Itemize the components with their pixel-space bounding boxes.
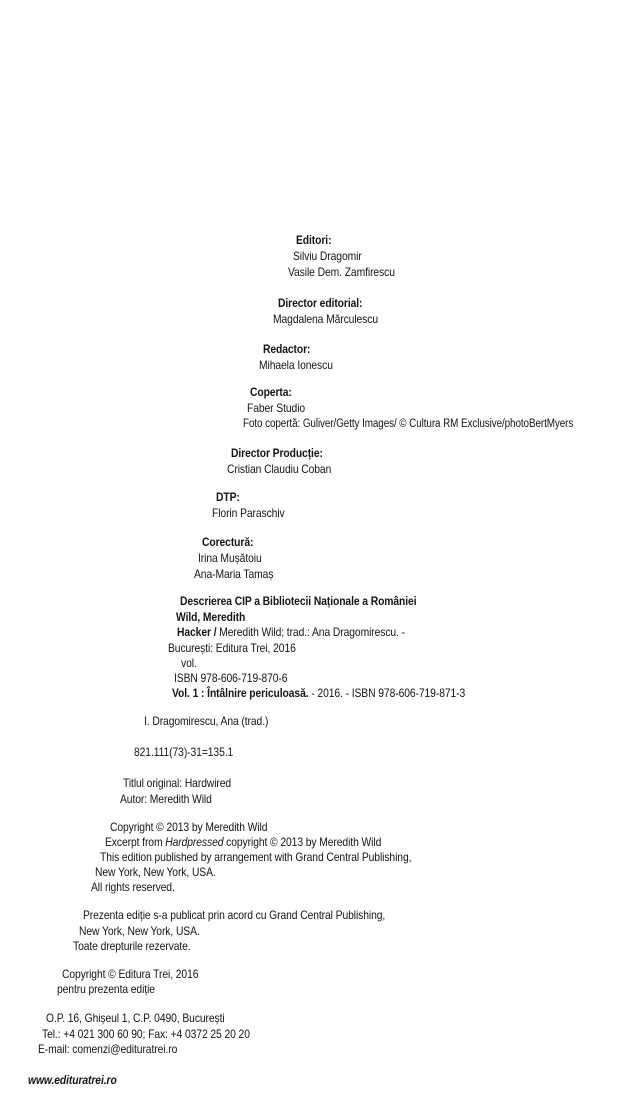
cip-vol1-line — [172, 686, 465, 700]
contact-address: O.P. 16, Ghișeul 1, C.P. 0490, București — [46, 1011, 225, 1025]
foto-coperta-credit: Foto copertă: Guliver/Getty Images/ © Cultura RM Exclusive/photoBertMyers — [243, 418, 574, 430]
cip-title-line — [177, 625, 405, 639]
cip-added-entry: I. Dragomirescu, Ana (trad.) — [144, 714, 269, 728]
corectura-label: Corectură: — [202, 535, 254, 549]
copyright-trei-edition: pentru prezenta ediție — [57, 982, 155, 996]
cip-vol1-bold: Vol. 1 : Întâlnire periculoasă. — [172, 686, 309, 700]
cip-imprint: București: Editura Trei, 2016 — [168, 641, 296, 655]
cip-vol1-rest: - 2016. - ISBN 978-606-719-871-3 — [308, 686, 466, 700]
dtp-name: Florin Paraschiv — [212, 506, 285, 520]
rights-excerpt-rest: copyright © 2013 by Meredith Wild — [223, 835, 382, 849]
cip-author: Wild, Meredith — [176, 610, 246, 624]
rights-line — [105, 835, 381, 849]
contact-email[interactable]: E-mail: comenzi@edituratrei.ro — [38, 1042, 178, 1056]
cip-title-bold: Hacker / — [177, 625, 220, 639]
cip-heading: Descrierea CIP a Bibliotecii Naționale a României — [180, 594, 417, 608]
ro-rights-line: Prezenta ediție s-a publicat prin acord cu Grand Central Publishing, — [83, 908, 386, 922]
ro-rights-line: New York, New York, USA. — [79, 924, 200, 938]
corector-name: Irina Mușătoiu — [198, 551, 262, 565]
cip-vol: vol. — [181, 656, 197, 670]
dtp-label: DTP: — [216, 490, 240, 504]
rights-line: New York, New York, USA. — [95, 865, 216, 879]
contact-phone: Tel.: +4 021 300 60 90; Fax: +4 0372 25 20 20 — [42, 1027, 250, 1041]
original-author: Autor: Meredith Wild — [120, 792, 212, 806]
cip-isbn: ISBN 978-606-719-870-6 — [174, 671, 288, 685]
coperta-label: Coperta: — [250, 385, 292, 399]
director-productie-label: Director Producție: — [231, 446, 323, 460]
redactor-label: Redactor: — [263, 342, 311, 356]
rights-excerpt-text: Excerpt from — [105, 835, 166, 849]
director-productie-name: Cristian Claudiu Coban — [227, 462, 332, 476]
director-editorial-label: Director editorial: — [278, 296, 363, 310]
rights-line: Copyright © 2013 by Meredith Wild — [110, 820, 268, 834]
website-link[interactable]: www.edituratrei.ro — [28, 1073, 117, 1087]
rights-line: This edition published by arrangement with Grand Central Publishing, — [100, 850, 412, 864]
copyright-trei: Copyright © Editura Trei, 2016 — [62, 967, 199, 981]
redactor-name: Mihaela Ionescu — [259, 358, 333, 372]
coperta-name: Faber Studio — [247, 401, 306, 415]
director-editorial-name: Magdalena Mărculescu — [273, 312, 378, 326]
cip-udc: 821.111(73)-31=135.1 — [134, 745, 234, 759]
rights-excerpt-title: Hardpressed — [165, 835, 224, 849]
editor-name: Silviu Dragomir — [293, 249, 362, 263]
ro-rights-line: Toate drepturile rezervate. — [73, 939, 191, 953]
cip-title-rest: Meredith Wild; trad.: Ana Dragomirescu. - — [219, 625, 406, 639]
editor-name: Vasile Dem. Zamfirescu — [288, 265, 395, 279]
original-title: Titlul original: Hardwired — [123, 776, 232, 790]
corector-name: Ana-Maria Tamaș — [194, 567, 274, 581]
editori-label: Editori: — [296, 233, 332, 247]
rights-line: All rights reserved. — [91, 880, 175, 894]
